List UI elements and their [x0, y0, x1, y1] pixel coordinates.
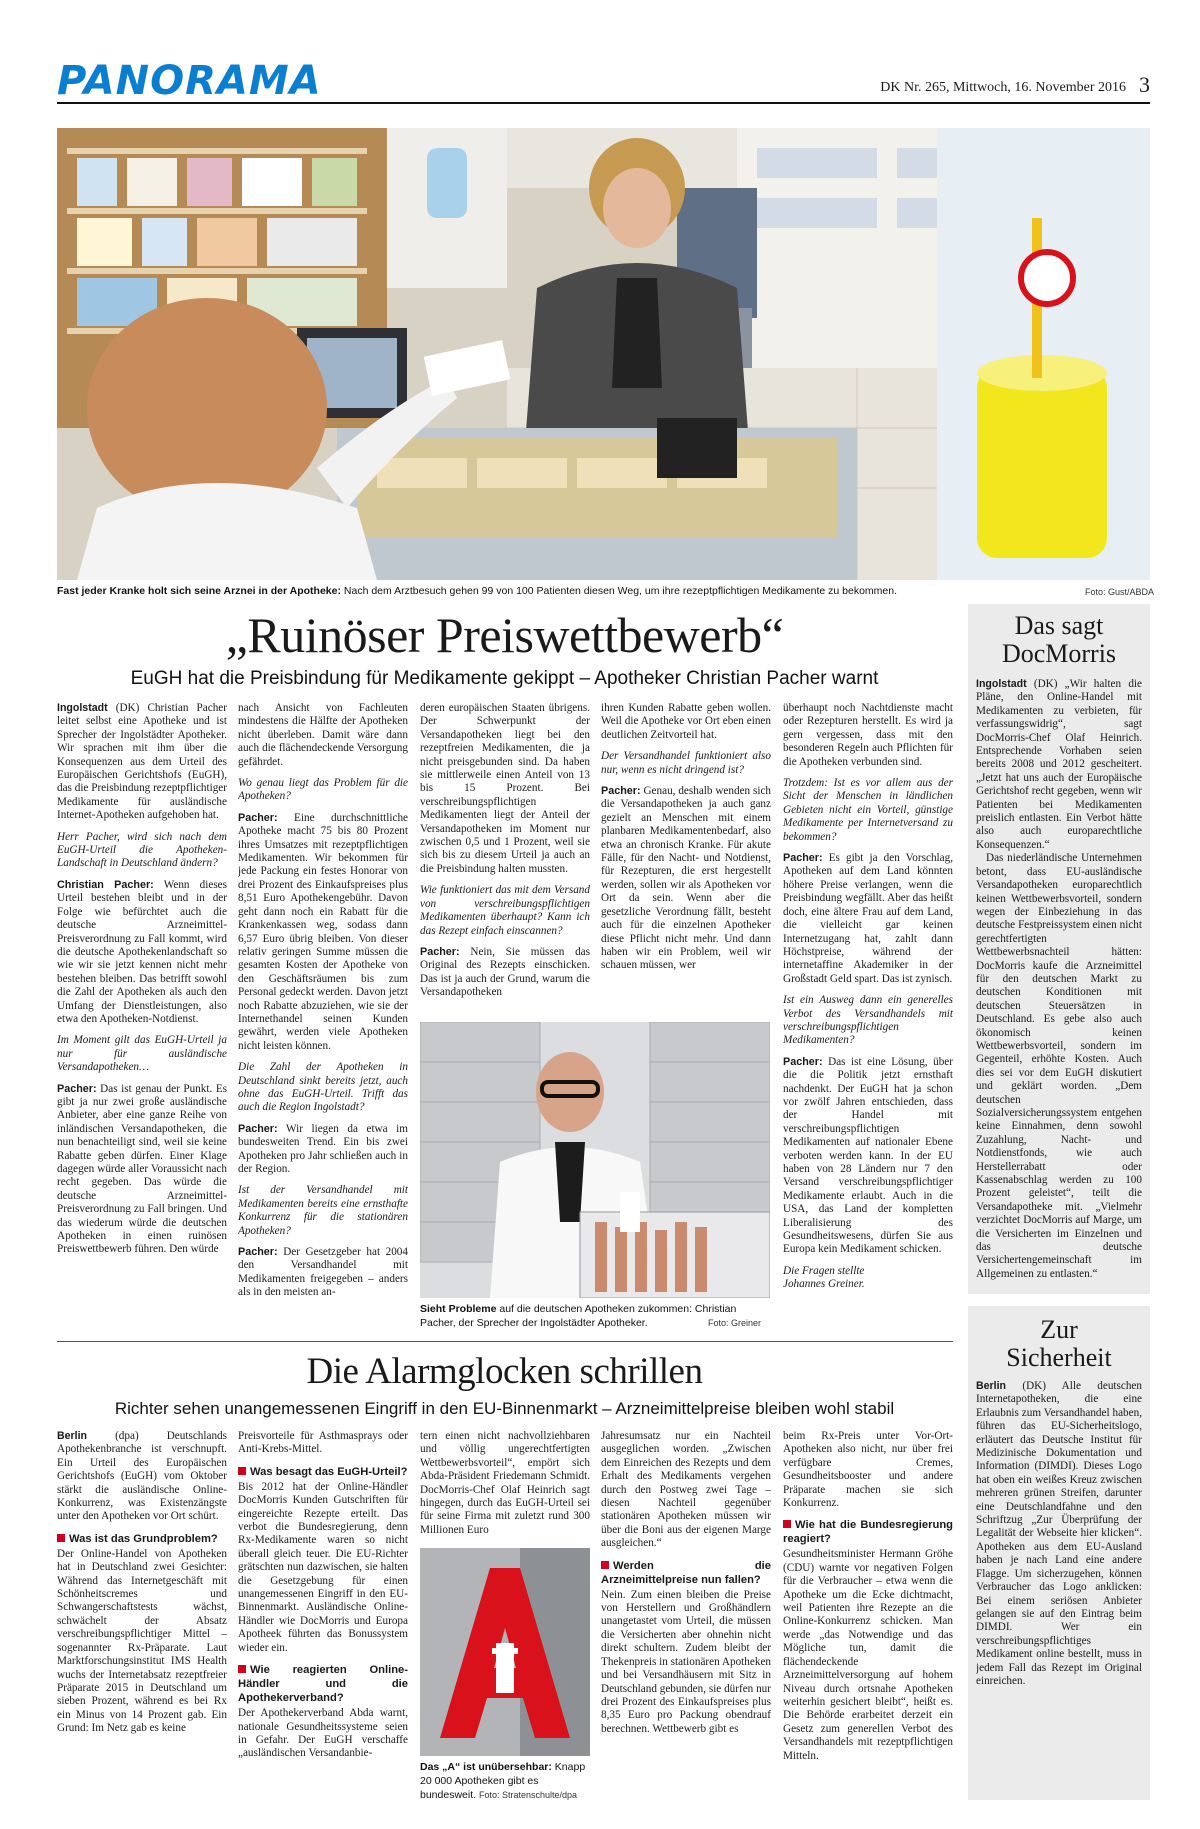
article1-column-4 — [601, 702, 771, 1014]
apotheke-caption — [420, 1760, 590, 1802]
interview-answer: Nein, Sie müssen das Original des Rezepts einschicken. Das ist ja auch der Grund, warum die Versandapotheken — [420, 945, 590, 999]
interview-question: Wie funktioniert das mit dem Versand von verschreibungspflichtigen Medikamenten überhaupt? Kann ich das Rezept einfach einscannen? — [420, 884, 590, 937]
red-bullet-icon — [601, 1561, 609, 1569]
article2-intro: (dpa) Deutschlands Apothekenbranche ist verschnupft. Ein Urteil des Europäischen Gerichtshofs (EuGH) vom Oktober stärkt die ausländische Online-Konkurrenz, was Existenzängste unter den Apotheken vor Ort schürt. — [57, 1430, 227, 1523]
article2-subhead-text: Wie hat die Bundesregierung reagiert? — [783, 1519, 953, 1546]
article2-subhead — [57, 1532, 227, 1546]
apotheke-caption-text: Knapp 20 000 Apotheken gibt es bundesweit. — [420, 1761, 586, 1801]
article1-col2-continuation: nach Ansicht von Fachleuten mindestens die Hälfte der Apotheken nicht überleben. Damit wäre dann auch die flächendeckende Versorgung gefährdet. — [238, 702, 408, 768]
interview-question: Wo genau liegt das Problem für die Apotheken? — [238, 777, 408, 803]
apotheke-caption-lead: Das „A“ ist unübersehbar: — [420, 1761, 552, 1773]
masthead — [57, 58, 1150, 104]
page-number: 3 — [1139, 72, 1150, 97]
article1-headline: „Ruinöser Preiswettbewerb“ — [225, 607, 784, 663]
section-title: PANORAMA — [57, 58, 322, 104]
article2-paragraph: beim Rx-Preis unter Vor-Ort-Apotheken also nicht, nur über frei verfügbare Cremes, Gesundheitsbooster und andere Präparate machen sie sich Konkurrenz. — [783, 1430, 953, 1510]
interview-answer: Das ist eine Lösung, über die die Politik jetzt ernsthaft nachdenkt. Der EuGH hat ja schon vor zwölf Jahren entschieden, dass der Handel mit verschreibungspflichtigen Medikamenten auf nationaler Ebene verboten werden kann. In der EU haben von 28 Ländern nur 7 den Versand verschreibungspflichtiger Medikamente erlaubt. Auch in die USA, das Land der kompletten Liberalisierung des Gesundheitswesens, dürfen Sie aus Europa kein Medikament schicken. — [783, 1055, 953, 1256]
article2-paragraph: Preisvorteile für Asthmasprays oder Anti-Krebs-Mittel. — [238, 1430, 408, 1456]
article2-subhead — [783, 1518, 953, 1546]
red-bullet-icon — [238, 1665, 246, 1673]
interview-answer: Genau, deshalb wenden sich die Versandapotheken ja auch ganz gezielt an Menschen mit einem planbaren Medikamentenbedarf, also etwa an chronisch Kranke. Für akute Fälle, für den Nacht- und Notdienst, für Rezepturen, die erst hergestellt werden, sollen wir als Apotheken vor Ort da sein. Wenn aber die gesetzliche Verordnung fällt, besteht auch für die einzelnen Apotheker diese Pflicht nicht mehr. Und dann haben wir ein Problem, weil wir schauen müssen, wer — [601, 785, 771, 972]
article1-col1-intro: (DK) Christian Pacher leitet selbst eine Apotheke und ist Sprecher der Ingolstädter Apotheker. Wir sprachen mit ihm über die Konsequenzen aus dem Urteil des Europäischen Gerichtshofs (EuGH), das die Preisbindung rezeptpflichtiger Medikamente für ausländische Internet-Apotheken aufgehoben hat. — [57, 702, 227, 822]
photo-pharmacist-portrait — [420, 1022, 770, 1298]
article2-paragraph: Der Apothekerverband Abda warnt, nationale Gesundheitssysteme seien in Gefahr. Der EuGH verschaffe „ausländischen Versandanbie- — [238, 1707, 408, 1760]
article2-subhead — [238, 1663, 408, 1705]
speaker-label: Pacher: — [420, 945, 460, 958]
section-divider — [57, 1341, 953, 1342]
interview-question: Die Zahl der Apotheken in Deutschland sinkt bereits jetzt, auch ohne das EuGH-Urteil. Trifft das auch die Region Ingolstadt? — [238, 1061, 408, 1114]
interview-question: Im Moment gilt das EuGH-Urteil ja nur für ausländische Versandapotheken… — [57, 1034, 227, 1074]
sidebar-docmorris-text — [976, 678, 1142, 1288]
article2-dateline: Berlin — [57, 1430, 88, 1442]
article2-headline: Die Alarmglocken schrillen — [306, 1351, 703, 1392]
article2-column-4 — [601, 1430, 771, 1800]
red-bullet-icon — [57, 1534, 65, 1542]
article2-paragraph: Gesundheitsminister Hermann Gröhe (CDU) warnte vor negativen Folgen für die Verbraucher – etwa wenn die Apotheke um die Ecke dichtmacht, weil Patienten ihre Rezepte an die Online-Konkurrenz schicken. Man werde „das Notwendige und das Mögliche tun, damit die flächendeckende Arzneimittelversorgung auf hohem Niveau durch ortsnahe Apotheken weiterhin gesichert bleibt“, heißt es. Die Behörde erarbeitet derzeit ein Gesetz zum generellen Verbot des Versandhandels mit rezeptpflichtigen Mitteln. — [783, 1548, 953, 1762]
speaker-label: Pacher: — [783, 1055, 823, 1068]
red-bullet-icon — [783, 1520, 791, 1528]
article2-paragraph: tern einen nicht nachvollziehbaren und völlig ungerechtfertigten Wettbewerbsvorteil“, empört sich Abda-Präsident Friedemann Schmidt. DocMorris-Chef Olaf Heinrich sagt hingegen, durch das EuGH-Urteil sei für seine Firma mit zuletzt rund 300 Millionen Euro — [420, 1430, 590, 1536]
article1-column-2 — [238, 702, 408, 1330]
article2-column-1 — [57, 1430, 227, 1800]
speaker-label: Pacher: — [238, 1122, 278, 1135]
article2-subhead — [601, 1559, 771, 1587]
author-credit-line-2: Johannes Greiner. — [783, 1278, 865, 1291]
issue-line: DK Nr. 265, Mittwoch, 16. November 2016 — [880, 80, 1126, 95]
sidebar-docmorris-dateline: Ingolstadt — [976, 678, 1027, 690]
interview-question: Herr Pacher, wird sich nach dem EuGH-Urteil die Apotheken-Landschaft in Deutschland ändern? — [57, 830, 227, 870]
hero-caption-lead: Fast jeder Kranke holt sich seine Arznei in der Apotheke: — [57, 585, 341, 597]
speaker-label: Pacher: — [57, 1082, 97, 1095]
article1-column-1 — [57, 702, 227, 1330]
hero-photo-pharmacy-counter — [57, 128, 1150, 580]
interview-answer: Es gibt ja den Vorschlag, Apotheken auf dem Land könnten höhere Preise verlangen, wenn die Preisbindung wegfällt. Aber das heißt doch, eine ältere Frau auf dem Land, die vielleicht gar keinen Internetzugang hat, zahlt dann Höchstpreise, während der internetaffine Akademiker in der Großstadt Geld spart. Das ist zynisch. — [783, 852, 953, 985]
article1-col3-continuation: deren europäischen Staaten übrigens. Der Schwerpunkt der Versandapotheken liegt bei den rezeptfreien Medikamenten, die ja nicht preisgebunden sind. Da haben sie mittlerweile einen Anteil von 13 bis 15 Prozent. Bei verschreibungspflichtigen Medikamenten liegt der Anteil der Versandapotheken im Moment nur zwischen 0,5 und 1 Prozent, weil sie sich bis zu diesem Urteil ja auch an die Preisbindung halten mussten. — [420, 702, 590, 875]
interview-question: Trotzdem: Ist es vor allem aus der Sicht der Menschen in ländlichen Gebieten nicht ein Vorteil, günstige Medikamente per Internetversand zu bekommen? — [783, 777, 953, 843]
apotheke-a-logo — [420, 1548, 590, 1756]
author-credit-line-1: Die Fragen stellte — [783, 1264, 865, 1277]
sidebar-sicherheit-title-line2: Sicherheit — [1006, 1343, 1112, 1372]
sidebar-docmorris-paragraph-2: Das niederländische Unternehmen betont, dass EU-ausländische Versandapotheken europarechtlich keinen Wettbewerbsvorteil, sondern wegen der Einbeziehung in das deutsche Festpreissystem einen nicht gerechtfertigten Wettbewerbsnachteil hätten: DocMorris kaufe die Arzneimittel für den deutschen Markt zu deutschen Konditionen mit deutschen Steuersätzen in Deutschland. Es gebe also auch ökonomisch keinen Wettbewerbsvorteil, sondern im Gegenteil, erhöhte Kosten. Auch dies sei vor dem EuGH diskutiert und geklärt worden. „Dem deutschen Sozialversicherungssystem entgehen keine Einnahmen, denn sowohl Zuzahlung, Nacht- und Notdienstfonds, wie auch Herstellerrabatt oder Kassenabschlag werden zu 100 Prozent geleistet“, teilt die Versandapotheke mit. „Vielmehr verzichtet DocMorris auf Marge, um die Versicherten im Einzelnen und das deutsche Versichertengemeinschaft im Allgemeinen zu entlasten.“ — [976, 852, 1142, 1280]
sidebar-sicherheit-title-line1: Zur — [1040, 1315, 1078, 1344]
article2-subhead — [238, 1465, 408, 1479]
pharmacist-portrait-illustration — [420, 1022, 770, 1298]
sidebar-docmorris-paragraph-1: (DK) „Wir halten die Pläne, den Online-Handel mit Medikamenten zu verbieten, für verfassungswidrig“, sagt DocMorris-Chef Olaf Heinrich. Entsprechende Vorhaben seien bereits 2008 und 2012 gescheitert. „Jetzt hat uns auch der Europäische Gerichtshof recht gegeben, wenn wir Patienten bei Medikamenten preislich entlasten. Ein Verbot hätte also auch europarechtliche Konsequenzen.“ — [976, 678, 1142, 851]
article1-col5-continuation: überhaupt noch Nachtdienste macht oder Rezepturen herstellt. Es wird ja gern vergessen, dass mit den besonderen Regeln auch Pflichten für die Apotheken verbunden sind. — [783, 702, 953, 768]
article2-subline: Richter sehen unangemessenen Eingriff in den EU-Binnenmarkt – Arzneimittelpreise bleiben wohl stabil — [114, 1399, 895, 1418]
red-bullet-icon — [238, 1467, 246, 1475]
article2-subhead-text: Was ist das Grundproblem? — [69, 1532, 218, 1545]
hero-caption-text: Nach dem Arztbesuch gehen 99 von 100 Patienten diesen Weg, um ihre rezeptpflichtigen Medikamente zu bekommen. — [343, 585, 898, 597]
article1-column-5 — [783, 702, 953, 1330]
sidebar-docmorris-title-line2: DocMorris — [1001, 639, 1117, 668]
sidebar-docmorris-title — [968, 612, 1150, 668]
speaker-label: Christian Pacher: — [57, 878, 154, 891]
interview-answer: Der Gesetzgeber hat 2004 den Versandhandel mit Medikamenten freigegeben – anders als in den meisten an- — [238, 1246, 408, 1299]
portrait-credit: Foto: Greiner — [708, 1318, 762, 1328]
article2-subhead-text: Wie reagierten Online-Händler und die Apothekerverband? — [238, 1664, 408, 1705]
interview-question: Ist der Versandhandel mit Medikamenten bereits eine ernsthafte Konkurrenz für die stationären Apotheken? — [238, 1184, 408, 1237]
article2-column-5 — [783, 1430, 953, 1800]
photo-apotheke-sign — [420, 1548, 590, 1756]
interview-question: Der Versandhandel funktioniert also nur, wenn es nicht dringend ist? — [601, 750, 771, 776]
article2-column-2 — [238, 1430, 408, 1800]
speaker-label: Pacher: — [238, 1246, 278, 1259]
article2-paragraph: Der Online-Handel von Apotheken hat in Deutschland zwei Gesichter: Während das Internetgeschäft mit Schönheitscremes und Schwangerschaftstests wächst, schwächelt der Absatz verschreibungspflichtiger Mittel – sogenannter Rx-Präparate. Laut Marktforschungsinstitut IMS Health wuchs der Internetabsatz rezeptfreier Präparate 2015 in Deutschland um sieben Prozent, während es bei Rx ein Minus von 14 Prozent gab. Ein Grund: Im Netz gab es keine — [57, 1547, 227, 1735]
article2-subhead-text: Was besagt das EuGH-Urteil? — [250, 1465, 408, 1478]
interview-answer: Wir liegen da etwa im bundesweiten Trend. Ein bis zwei Apotheken pro Jahr schließen auch in der Region. — [238, 1122, 408, 1175]
article2-subhead-text: Werden die Arzneimittelpreise nun fallen? — [601, 1559, 771, 1586]
speaker-label: Pacher: — [783, 852, 823, 865]
article2-paragraph: Nein. Zum einen bleiben die Preise von Herstellern und Großhändlern unangetastet vom Urteil, die müssen die Versicherten aber ohnehin nicht direkt schultern. Zudem bleibt der Thekenpreis in stationären Apotheken und bei Versandhäusern mit Sitz in Deutschland gebunden, sie dürfen nur drei Prozent des Einkaufspreises plus 8,35 Euro pro Packung obendrauf berechnen. Wettbewerb gibt es — [601, 1588, 771, 1735]
sidebar-docmorris-title-line1: Das sagt — [1014, 611, 1104, 640]
portrait-caption-lead: Sieht Probleme — [420, 1303, 497, 1315]
article1-col4-continuation: ihren Kunden Rabatte geben wollen. Weil die Apotheke vor Ort eben einen deutlichen Zeitvorteil hat. — [601, 702, 771, 741]
sidebar-sicherheit-dateline: Berlin — [976, 1380, 1007, 1392]
speaker-label: Pacher: — [238, 811, 278, 824]
article2-paragraph: Bis 2012 hat der Online-Händler DocMorris Kunden Gutschriften für eingereichte Rezepte erteilt. Das verbot die Bundesregierung, denn Rx-Medikamente waren so nicht überall gleich teuer. Die EU-Richter grätschten nun dazwischen, sie halten die Gesetzgebung für einen unangemessenen Eingriff in den EU-Binnenmarkt. Ausländische Online-Händler wie DocMorris und Europa Apotheek führten das Bonussystem wieder ein. — [238, 1480, 408, 1654]
interview-question: Ist ein Ausweg dann ein generelles Verbot des Versandhandels mit verschreibungspflichtigen Medikamenten? — [783, 994, 953, 1047]
article1-dateline: Ingolstadt — [57, 702, 108, 714]
sidebar-sicherheit-paragraph: (DK) Alle deutschen Internetapotheken, die eine Erlaubnis zum Versandhandel haben, führen das EU-Sicherheitslogo, erläutert das Deutsche Institut für Medizinische Dokumentation und Information (DIMDI). Dieses Logo hat oben ein weißes Kreuz zwischen mehreren grünen Streifen, darunter eine Deutschlandfahne und den Schriftzug „Zur Überprüfung der Legalität der Webseite hier klicken“. Apotheken aus dem EU-Ausland haben je nach Land eine andere Flagge. Um sicherzugehen, können Verbraucher das Logo anklicken: Bei einem seriösen Anbieter gelangen sie auf den Eintrag beim DIMDI. Wer ein verschreibungspflichtiges Medikament online bestellt, muss in jedem Fall das Rezept im Original einreichen. — [976, 1380, 1142, 1687]
speaker-label: Pacher: — [601, 785, 641, 798]
article1-column-3 — [420, 702, 590, 1014]
portrait-caption-text: auf die deutschen Apotheken zukommen: Christian Pacher, der Sprecher der Ingolstädter Apotheker. — [420, 1303, 737, 1329]
apotheke-credit: Foto: Stratenschulte/dpa — [478, 1790, 578, 1800]
article2-paragraph: Jahresumsatz nur ein Nachteil ausgeglichen worden. „Zwischen dem Einreichen des Rezepts und dem Erhalt des Medikaments vergehen durch den Postweg zwei Tage – diesen Nachteil gegenüber stationären Apotheken müssen wir über die Boni aus der eigenen Marge ausgleichen.“ — [601, 1430, 771, 1550]
interview-answer: Wenn dieses Urteil bestehen bleibt und in der Folge wie befürchtet auch die deutsche Arzneimittel-Preisverordnung zu Fall kommt, wird die deutsche Apothekenlandschaft so wie wir sie jetzt kennen nicht mehr bestehen bleiben. Das betrifft sowohl die Zahl der Apotheken als auch den Umfang der Dienstleistungen, also etwa den Apotheken-Notdienst. — [57, 878, 227, 1025]
interview-answer: Eine durchschnittliche Apotheke macht 75 bis 80 Prozent ihres Umsatzes mit rezeptpflichtigen Medikamenten. Wir bekommen für jede Packung ein festes Honorar von drei Prozent des Einkaufspreises plus 8,51 Euro Apothekengebühr. Davon geht dann noch ein Rabatt für die Krankenkassen weg, sodass dann 6,57 Euro übrig bleiben. Von dieser relativ geringen Summe müssen die gesamten Kosten der Apotheke von den Geschäftsräumen bis zum Personal gedeckt werden. Davon jetzt noch Rabatte abzuziehen, wie sie der Internethandel seinen Kunden gewährt, werden viele Apotheken nicht leisten können. — [238, 811, 408, 1052]
sidebar-sicherheit-text — [976, 1380, 1142, 1795]
hero-photo-illustration — [57, 128, 1150, 580]
article1-subline: EuGH hat die Preisbindung für Medikamente gekippt – Apotheker Christian Pacher warnt — [130, 668, 879, 689]
interview-answer: Das ist genau der Punkt. Es gibt ja nur zwei große ausländische Anbieter, aber eine ganze Reihe von inländischen Versandapotheken, die nun benachteiligt sind, weil sie keine Rabatte geben dürfen. Einer Klage dagegen würde aller Voraussicht nach recht gegeben. Das würde die deutsche Arzneimittel-Preisverordnung zu Fall bringen. Und das wiederum würde die deutschen Apotheken in einen ruinösen Preiswettbewerb führen. Den würde — [57, 1082, 227, 1256]
hero-caption — [57, 584, 1037, 598]
hero-photo-credit: Foto: Gust/ABDA — [1085, 587, 1155, 597]
article2-column-3 — [420, 1430, 590, 1540]
sidebar-sicherheit-title — [968, 1316, 1150, 1372]
